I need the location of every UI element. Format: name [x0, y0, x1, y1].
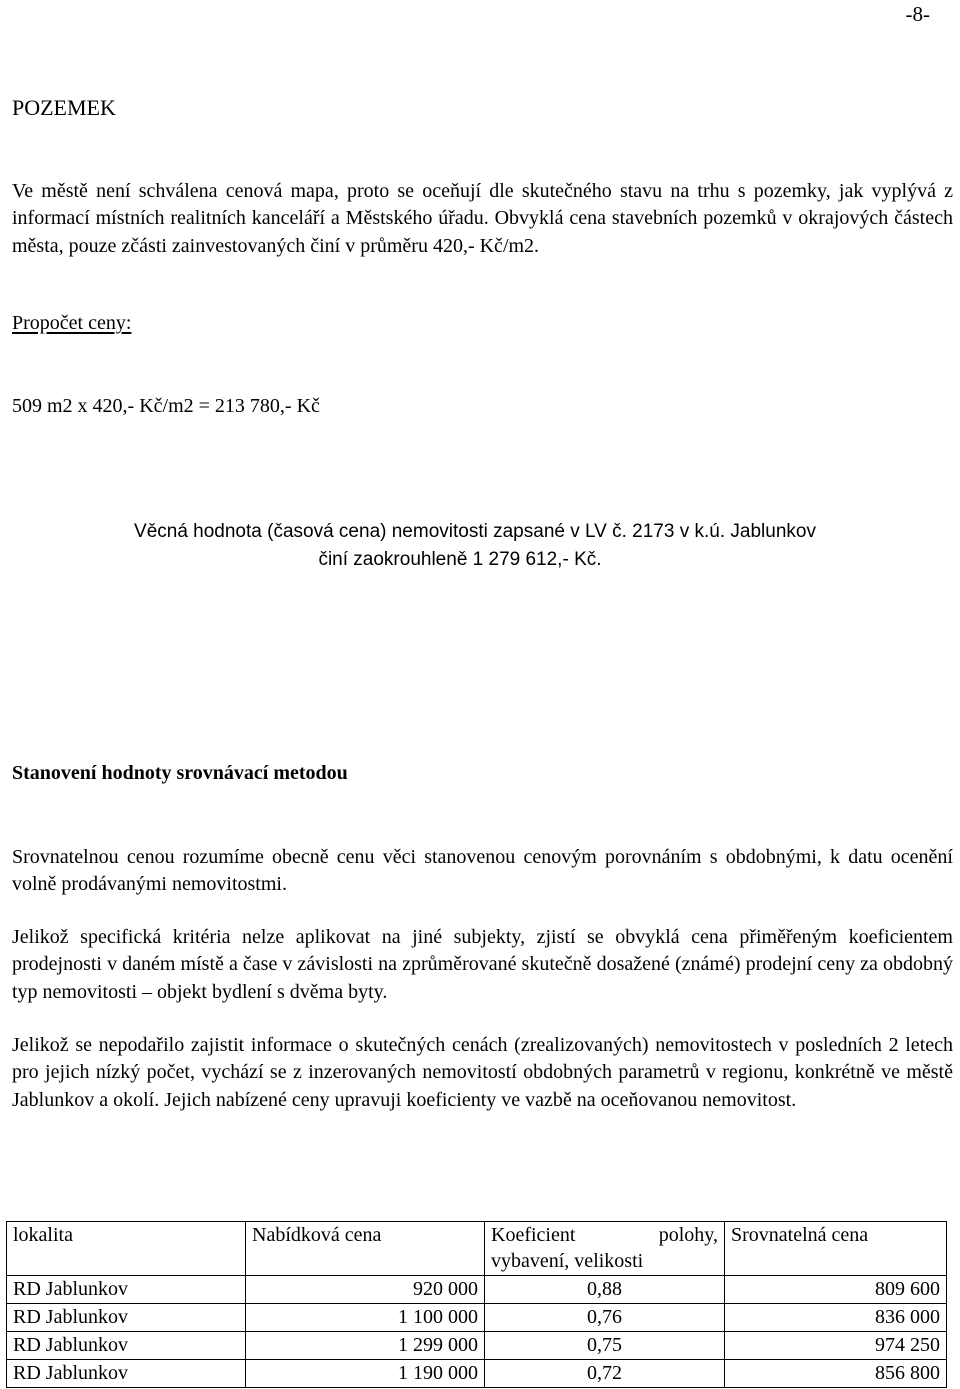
comparison-paragraph-1: Srovnatelnou cenou rozumíme obecně cenu věci stanovenou cenovým porovnáním s obdobnými, k datu ocenění volně prodávanými nemovitostmi. — [12, 846, 953, 896]
table-cell: 0,75 — [485, 1332, 725, 1360]
table-cell: 0,88 — [485, 1276, 725, 1304]
table-header-cell: Srovnatelná cena — [725, 1222, 947, 1276]
land-price-paragraph: Ve městě není schválena cenová mapa, proto se oceňují dle skutečného stavu na trhu s pozemky, jak vyplývá z informací místních realitních kanceláří a Městského úřadu. Obvyklá cena stavebních pozemků v okrajových částech města, pouze zčásti zainvestovaných činí v průměru 420,- Kč/m2. — [12, 180, 953, 257]
comparison-paragraph-3: Jelikož se nepodařilo zajistit informace o skutečných cenách (zrealizovaných) nemovitostech v posledních 2 letech pro jejich nízký počet, vychází se z inzerovaných nemovitostí obdobných parametrů v regionu, konkrétně ve městě Jablunkov a okolí. Jejich nabízené ceny upravuji koeficienty ve vazbě na oceňovanou nemovitost. — [12, 1034, 953, 1111]
table-header-cell: Koeficient polohy, vybavení, velikosti — [485, 1222, 725, 1276]
table-cell: RD Jablunkov — [7, 1276, 246, 1304]
table-cell: RD Jablunkov — [7, 1332, 246, 1360]
page-number: -8- — [905, 2, 930, 26]
table-cell: 0,76 — [485, 1304, 725, 1332]
section-heading-pozemek: POZEMEK — [12, 95, 116, 120]
value-summary-line1: Věcná hodnota (časová cena) nemovitosti zapsané v LV č. 2173 v k.ú. Jablunkov — [134, 521, 816, 542]
price-calculation-label: Propočet ceny: — [12, 312, 132, 334]
comparison-table — [6, 1221, 947, 1388]
table-cell: 0,72 — [485, 1360, 725, 1388]
value-summary-line2: činí zaokrouhleně 1 279 612,- Kč. — [318, 549, 602, 570]
comparison-paragraph-2: Jelikož specifická kritéria nelze aplikovat na jiné subjekty, zjistí se obvyklá cena přiměřeným koeficientem prodejnosti v daném místě a čase v závislosti na zprůměrované skutečně dosažené (známé) prodejní ceny za obdobný typ nemovitosti – objekt bydlení s dvěma byty. — [12, 926, 953, 1003]
table-header-cell: Nabídková cena — [246, 1222, 485, 1276]
table-row — [7, 1304, 947, 1332]
table-cell: RD Jablunkov — [7, 1304, 246, 1332]
table-row — [7, 1360, 947, 1388]
table-header-cell: lokalita — [7, 1222, 246, 1276]
price-calculation-formula: 509 m2 x 420,- Kč/m2 = 213 780,- Kč — [12, 395, 320, 417]
table-cell: 920 000 — [246, 1276, 485, 1304]
value-summary — [0, 518, 960, 574]
table-row — [7, 1276, 947, 1304]
table-cell: 1 299 000 — [246, 1332, 485, 1360]
table-cell: 809 600 — [725, 1276, 947, 1304]
table-cell: 974 250 — [725, 1332, 947, 1360]
table-header-row — [7, 1222, 947, 1276]
table-cell: 1 190 000 — [246, 1360, 485, 1388]
table-row — [7, 1332, 947, 1360]
comparison-method-title: Stanovení hodnoty srovnávací metodou — [12, 762, 348, 784]
table-cell: 856 800 — [725, 1360, 947, 1388]
table-cell: RD Jablunkov — [7, 1360, 246, 1388]
table-cell: 1 100 000 — [246, 1304, 485, 1332]
table-cell: 836 000 — [725, 1304, 947, 1332]
